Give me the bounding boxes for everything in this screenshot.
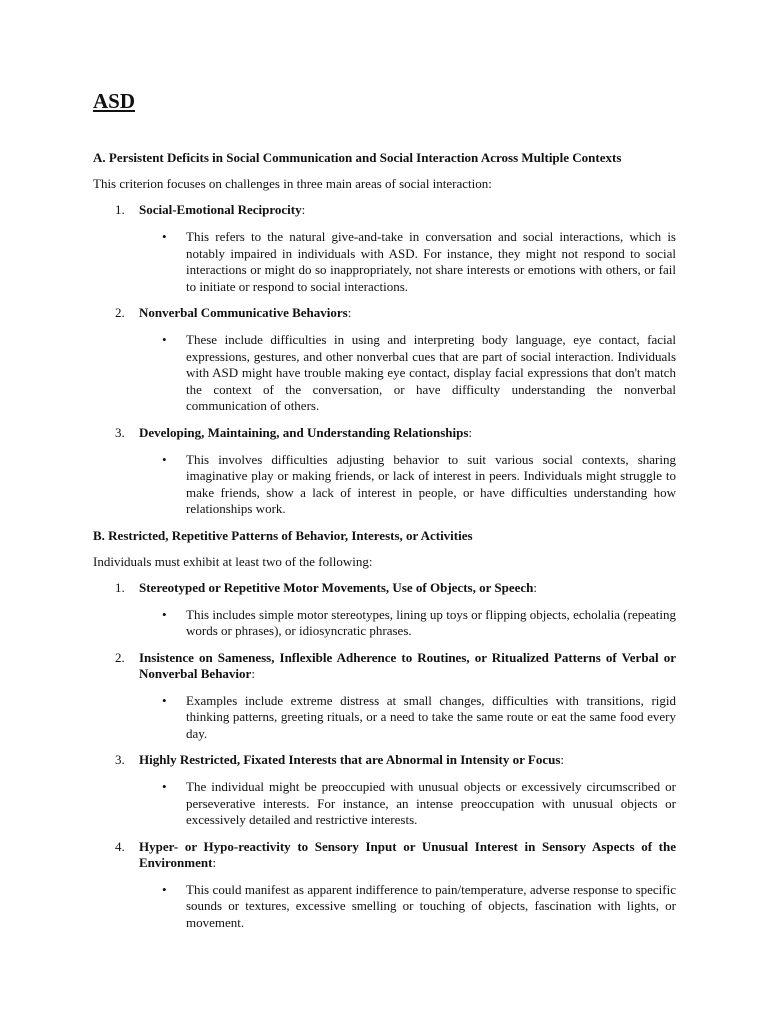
bullet-dot-icon: • (162, 332, 167, 347)
list-item (93, 650, 676, 743)
section-intro: Individuals must exhibit at least two of the following: (93, 553, 373, 569)
list-number: 4. (115, 838, 125, 854)
bullet-dot-icon: • (162, 606, 167, 622)
bullet-dot-icon: • (162, 881, 167, 897)
criterion-title: Social-Emotional Reciprocity (139, 202, 302, 217)
section-heading: A. Persistent Deficits in Social Communication and Social Interaction Across Multiple Contexts (93, 150, 622, 165)
document-page (93, 88, 676, 941)
criterion-title: Developing, Maintaining, and Understanding Relationships (139, 424, 469, 440)
criterion-title: Hyper- or Hypo-reactivity to Sensory Input or Unusual Interest in Sensory Aspects of the Environment (139, 838, 676, 870)
criterion-title: Highly Restricted, Fixated Interests that are Abnormal in Intensity or Focus (139, 752, 561, 767)
criterion-title: Nonverbal Communicative Behaviors (139, 305, 348, 320)
bullet-text: These include difficulties in using and interpreting body language, eye contact, facial expressions, gestures, and other nonverbal cues that are part of social interaction. Individuals with ASD might have trouble making eye contact, display facial expressions that don't match the context of the conversation, or have difficulty understanding the nonverbal communication of others. (186, 332, 676, 413)
criteria-sections (93, 150, 676, 931)
list-number: 1. (115, 202, 125, 217)
section-intro: This criterion focuses on challenges in three main areas of social interaction: (93, 176, 492, 191)
bullet-item (93, 229, 676, 295)
list-number: 3. (115, 752, 125, 767)
criterion-title: Stereotyped or Repetitive Motor Movements, Use of Objects, or Speech (139, 579, 534, 595)
bullet-dot-icon: • (162, 229, 167, 244)
criterion-title-line: Hyper- or Hypo-reactivity to Sensory Input or Unusual Interest in Sensory Aspects of the Environment: (139, 838, 676, 870)
bullet-dot-icon: • (162, 451, 167, 467)
bullet-item (93, 332, 676, 415)
bullet-item (93, 779, 676, 829)
criterion-section (93, 528, 676, 932)
list-number: 2. (115, 305, 125, 320)
bullet-text: This could manifest as apparent indifference to pain/temperature, adverse response to specific sounds or textures, excessive smelling or touching of objects, fascination with lights, or movement. (186, 881, 676, 930)
criterion-title: Insistence on Sameness, Inflexible Adherence to Routines, or Ritualized Patterns of Verbal or Nonverbal Behavior (139, 649, 676, 681)
list-item (93, 425, 676, 518)
list-number: 3. (115, 424, 125, 440)
bullet-item (93, 607, 676, 640)
bullet-text: This involves difficulties adjusting behavior to suit various social contexts, sharing imaginative play or making friends, or lack of interest in peers. Individuals might struggle to make friends, show a lack of interest in people, or have difficulties understanding how relationships work. (186, 451, 676, 516)
criterion-title-line: Social-Emotional Reciprocity: (139, 202, 306, 217)
bullet-text: This includes simple motor stereotypes, lining up toys or flipping objects, echolalia (repeating words or phrases), or idiosyncratic phrases. (186, 606, 676, 638)
list-item (93, 839, 676, 932)
bullet-item (93, 882, 676, 932)
list-number: 2. (115, 649, 125, 665)
list-item (93, 202, 676, 295)
criterion-title-line: Highly Restricted, Fixated Interests that are Abnormal in Intensity or Focus: (139, 752, 565, 767)
document-title: ASD (93, 89, 136, 113)
criteria-list (93, 580, 676, 932)
bullet-item (93, 452, 676, 518)
list-item (93, 580, 676, 640)
criterion-title-line: Nonverbal Communicative Behaviors: (139, 305, 352, 320)
criteria-list (93, 202, 676, 518)
bullet-list (93, 229, 676, 295)
criterion-title-line: Insistence on Sameness, Inflexible Adherence to Routines, or Ritualized Patterns of Verbal or Nonverbal Behavior: (139, 649, 676, 681)
list-item (93, 305, 676, 415)
bullet-list (93, 332, 676, 415)
bullet-list (93, 882, 676, 932)
bullet-text: Examples include extreme distress at small changes, difficulties with transitions, rigid thinking patterns, greeting rituals, or a need to take the same route or eat the same food every day. (186, 692, 676, 741)
list-number: 1. (115, 579, 125, 595)
bullet-text: This refers to the natural give-and-take in conversation and social interactions, which is notably impaired in individuals with ASD. For instance, they might not respond to social interactions or might do so inappropriately, not share interests or emotions with others, or fail to initiate or respond to social interactions. (186, 229, 676, 294)
bullet-list (93, 693, 676, 743)
bullet-list (93, 607, 676, 640)
bullet-dot-icon: • (162, 692, 167, 708)
bullet-item (93, 693, 676, 743)
bullet-dot-icon: • (162, 779, 167, 794)
criterion-section (93, 150, 676, 518)
criterion-title-line: Stereotyped or Repetitive Motor Movements, Use of Objects, or Speech: (139, 579, 537, 595)
bullet-text: The individual might be preoccupied with unusual objects or excessively circumscribed or perseverative interests. For instance, an intense preoccupation with unusual objects or excessively detailed and restrictive interests. (186, 779, 676, 827)
section-heading: B. Restricted, Repetitive Patterns of Behavior, Interests, or Activities (93, 527, 473, 543)
criterion-title-line: Developing, Maintaining, and Understanding Relationships: (139, 424, 473, 440)
list-item (93, 752, 676, 829)
bullet-list (93, 452, 676, 518)
bullet-list (93, 779, 676, 829)
